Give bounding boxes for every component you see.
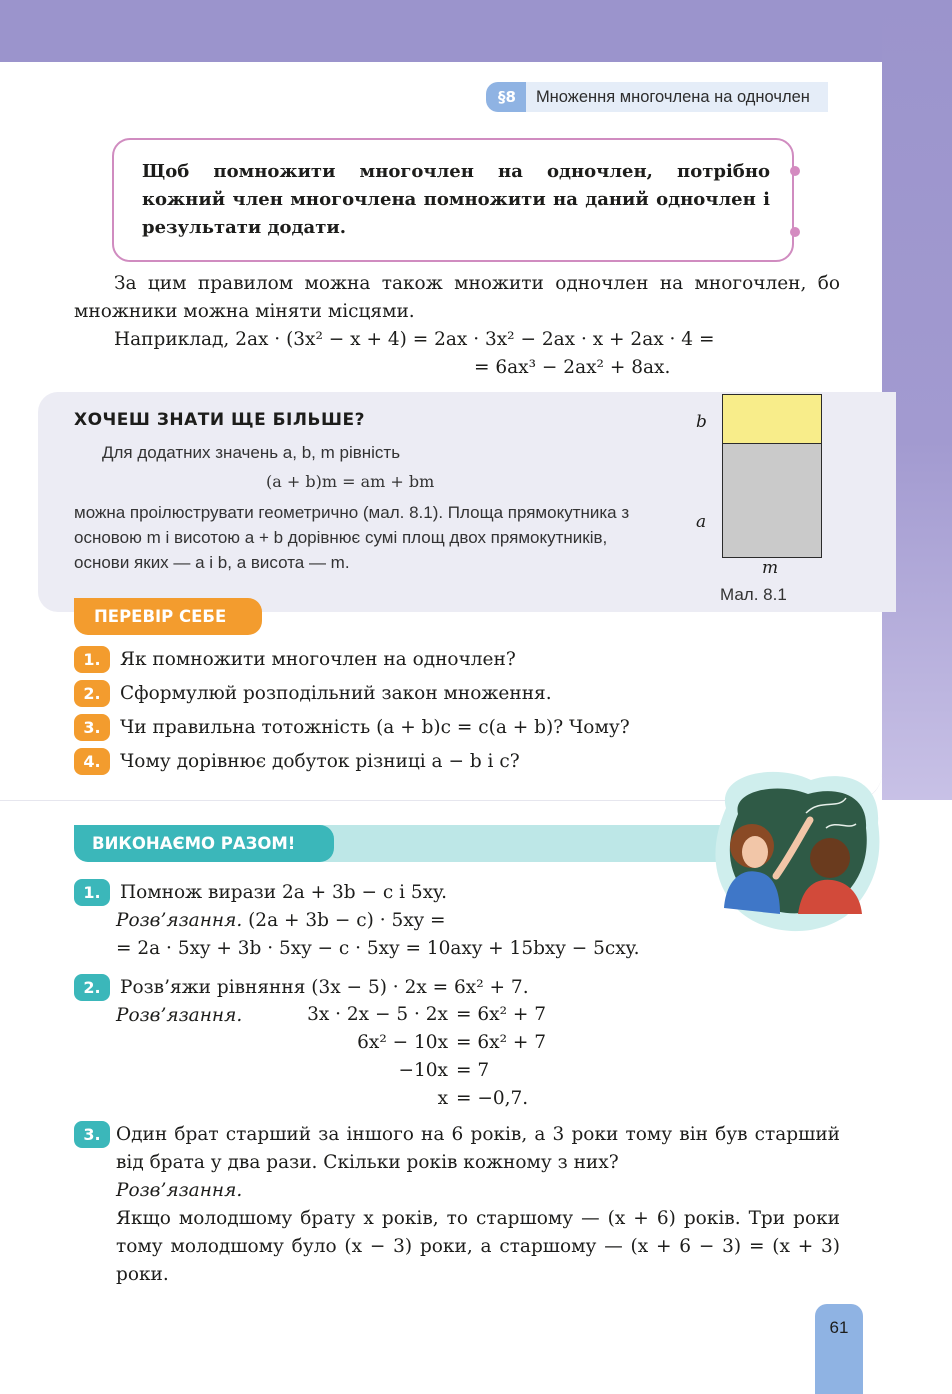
figure-rect-b — [722, 394, 822, 444]
example-prefix: Наприклад, — [114, 329, 230, 350]
solution-label: Розв’язання. — [116, 910, 243, 931]
equation-right: = −0,7. — [456, 1088, 529, 1109]
example-2 — [74, 974, 529, 1001]
solution-label: Розв’язання. — [116, 1180, 243, 1201]
figure-rect-a — [722, 444, 822, 558]
check-yourself-heading: ПЕРЕВІР СЕБЕ — [74, 598, 262, 635]
example-line-1 — [114, 326, 854, 354]
equation-right: = 6x² + 7 — [456, 1004, 547, 1025]
page-number: 61 — [815, 1304, 863, 1394]
question-number: 3. — [74, 714, 110, 741]
example-1 — [74, 879, 447, 906]
equation-left: x — [437, 1088, 448, 1109]
classroom-illustration — [706, 768, 886, 936]
equation-left: −10x — [398, 1060, 448, 1081]
figure-label-a: a — [696, 512, 707, 532]
figure-label-b: b — [696, 412, 707, 432]
solution-label: Розв’язання. — [116, 1005, 243, 1026]
know-more-title: ХОЧЕШ ЗНАТИ ЩЕ БІЛЬШЕ? — [74, 410, 365, 430]
equation-left: 6x² − 10x — [357, 1032, 448, 1053]
section-header — [486, 82, 828, 112]
example-1-solution-line-2: = 2a · 5xy + 3b · 5xy − c · 5xy = 10axy + 15bxy − 5cxy. — [116, 938, 640, 959]
know-more-body: можна проілюструвати геометрично (мал. 8.1). Площа прямокутника з основою m і висотою a + b дорівнює сумі площ двох прямокутників, основи яких — a і b, а висота — m. — [74, 503, 630, 572]
decor-dot — [790, 166, 800, 176]
equation-right: = 7 — [456, 1060, 490, 1081]
example-number: 1. — [74, 879, 110, 906]
example-number: 2. — [74, 974, 110, 1001]
question-item — [74, 714, 630, 741]
top-decor-band — [0, 0, 952, 62]
question-text: Чому дорівнює добуток різниці a − b і c? — [120, 751, 520, 772]
section-number: §8 — [486, 82, 526, 112]
example-3-solution: Якщо молодшому брату x років, то старшому — (x + 6) років. Три роки тому молодшому було (x − 3) роки, а старшому — (x + 6 − 3) = (x + 3) роки. — [116, 1208, 840, 1285]
figure-caption: Мал. 8.1 — [720, 585, 787, 604]
question-number: 2. — [74, 680, 110, 707]
know-more-intro: Для додатних значень a, b, m рівність — [102, 443, 401, 462]
question-item — [74, 748, 520, 775]
question-number: 1. — [74, 646, 110, 673]
intro-paragraph: За цим правилом можна також множити одночлен на многочлен, бо множники можна міняти місцями. — [74, 273, 840, 322]
equation-left: 3x · 2x − 5 · 2x — [307, 1004, 448, 1025]
example-task: Один брат старший за іншого на 6 років, а 3 роки тому він був старший від брата у два рази. Скільки років кожному з них? — [116, 1124, 840, 1173]
question-text: Чи правильна тотожність (a + b)c = c(a + b)? Чому? — [120, 717, 630, 738]
question-number: 4. — [74, 748, 110, 775]
rule-text: Щоб помножити многочлен на одночлен, потрібно кожний член многочлена помножити на даний одночлен і результати додати. — [142, 161, 770, 238]
figure-label-m: m — [762, 558, 779, 578]
example-1-solution — [116, 907, 446, 935]
solution-line: (2a + 3b − c) · 5xy = — [248, 910, 446, 931]
know-more-formula: (a + b)m = am + bm — [266, 472, 435, 491]
example-task: Розв’яжи рівняння (3x − 5) · 2x = 6x² + 7. — [120, 977, 529, 998]
example-number: 3. — [74, 1121, 110, 1148]
section-title: Множення многочлена на одночлен — [526, 82, 828, 112]
question-item — [74, 680, 552, 707]
rule-box — [112, 138, 794, 262]
question-text: Сформулюй розподільний закон множення. — [120, 683, 552, 704]
example-line-2: = 6ax³ − 2ax² + 8ax. — [474, 357, 671, 378]
question-item — [74, 646, 516, 673]
equation-right: = 6x² + 7 — [456, 1032, 547, 1053]
example-3 — [74, 1120, 120, 1148]
do-together-heading: ВИКОНАЄМО РАЗОМ! — [74, 825, 334, 862]
question-text: Як помножити многочлен на одночлен? — [120, 649, 516, 670]
example-task: Помнож вирази 2a + 3b − c і 5xy. — [120, 882, 448, 903]
decor-dot — [790, 227, 800, 237]
example-expression: 2ax · (3x² − x + 4) = 2ax · 3x² − 2ax · x + 2ax · 4 = — [235, 329, 715, 350]
